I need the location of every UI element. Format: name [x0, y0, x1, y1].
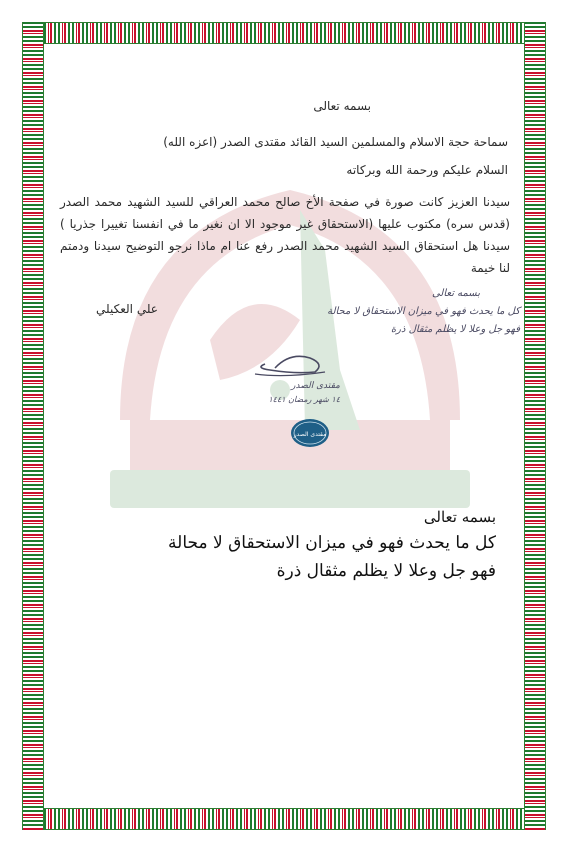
letter-signer: علي العكيلي [96, 302, 158, 316]
handwritten-line-1: كل ما يحدث فهو في ميزان الاستحقاق لا محالة [327, 306, 520, 317]
handwritten-basmala: بسمه تعالى [431, 288, 480, 299]
letter-greeting: السلام عليكم ورحمة الله وبركاته [346, 163, 508, 177]
office-stamp [290, 418, 330, 448]
stamp-text: مقتدى الصدر [293, 431, 327, 438]
decorative-border-right [524, 22, 546, 830]
transcription-basmala: بسمه تعالى [423, 508, 496, 526]
handwritten-line-2: فهو جل وعلا لا يظلم مثقال ذرة [390, 324, 520, 335]
signature-name: مقتدى الصدر [291, 381, 340, 391]
decorative-border-left [22, 22, 44, 830]
signature-date: ١٤ شهر رمضان ١٤٤١ [268, 395, 340, 404]
letter-body: سيدنا العزيز كانت صورة في صفحة الأخ صالح محمد العراقي للسيد الشهيد محمد الصدر (قدس سره) مكتوب عليها (الاستحقاق غير موجود الا ان نغير ما في انفسنا تغييرا جذريا ) سيدنا هل استحقاق السيد الشهيد محمد الصدر رفع عنا ام ماذا نرجو التوضيح سيدنا ودمتم لنا خيمة [60, 195, 510, 275]
handwritten-reply [290, 288, 520, 348]
transcription-line-2: فهو جل وعلا لا يظلم مثقال ذرة [276, 561, 496, 581]
handwritten-signature [215, 350, 345, 410]
decorative-border-top [22, 22, 546, 44]
transcription-line-1: كل ما يحدث فهو في ميزان الاستحقاق لا محالة [168, 533, 496, 553]
decorative-border-bottom [22, 808, 546, 830]
letter-basmala: بسمه تعالى [313, 99, 371, 113]
letter-addressee: سماحة حجة الاسلام والمسلمين السيد القائد مقتدى الصدر (اعزه الله) [163, 135, 508, 149]
